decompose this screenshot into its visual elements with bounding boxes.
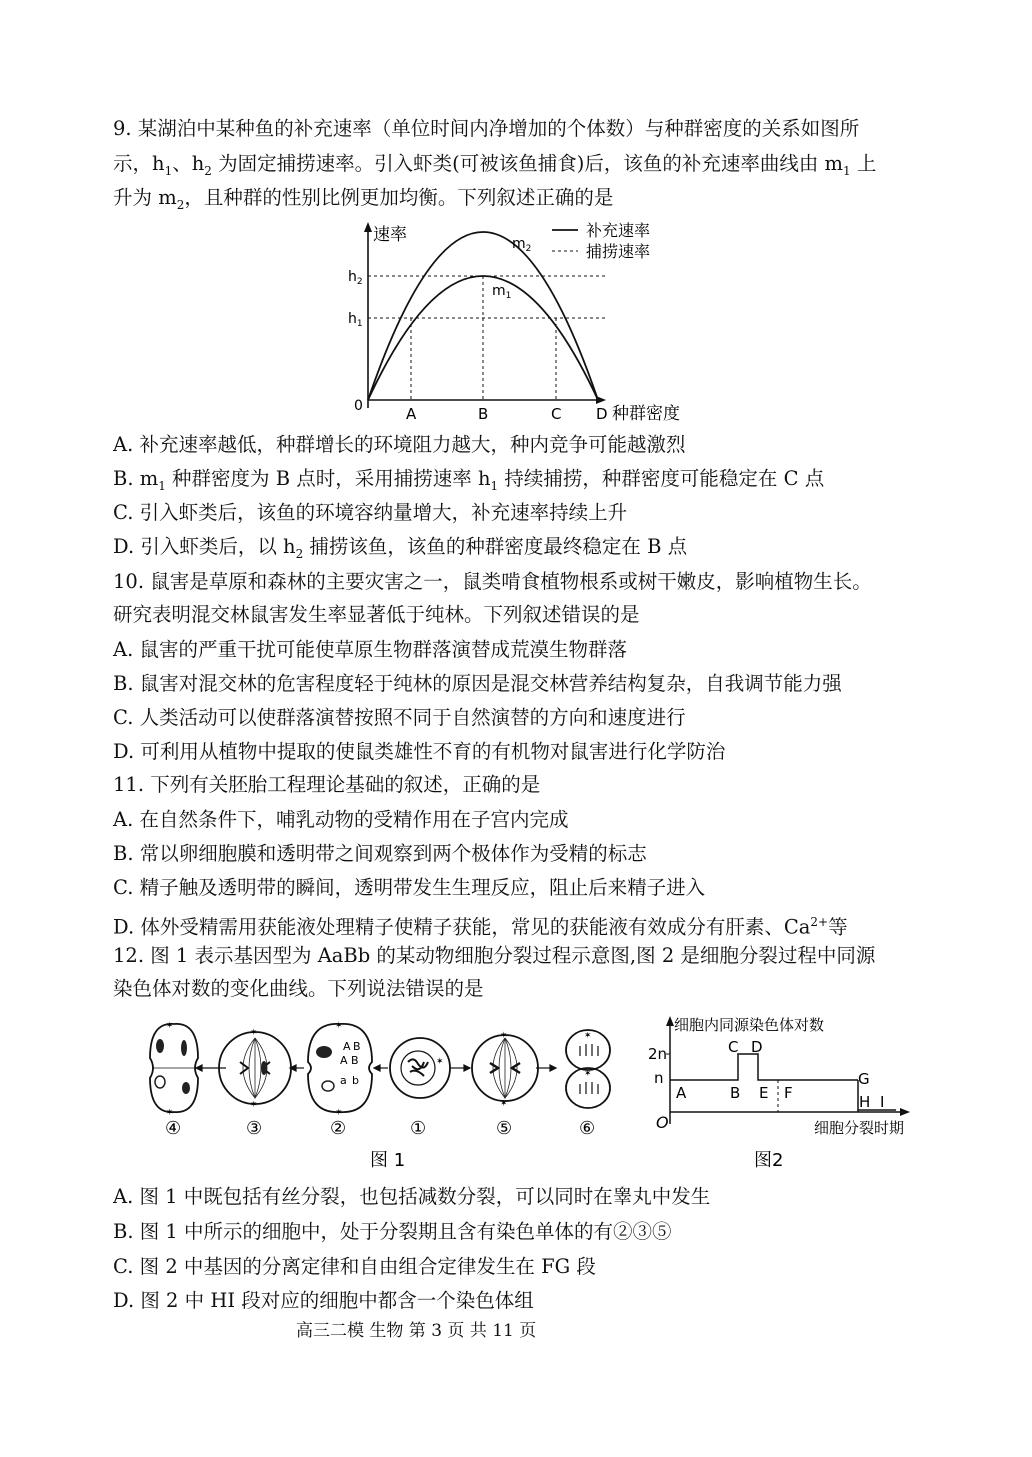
q9-stem-line2: 示，$h_1$、$h_2$ 为固定捕捞速率。引入虾类(可被该鱼捕食)后，该鱼的补充速率曲线由 $m_1$ 上 — [113, 152, 877, 178]
svg-text:✶: ✶ — [436, 1057, 444, 1067]
q12-stem-line2: 染色体对数的变化曲线。下列说法错误的是 — [113, 977, 484, 1000]
fig2-label-G: G — [858, 1070, 870, 1088]
cell-label-3: ③ — [246, 1118, 263, 1139]
q10-option-c: C. 人类活动可以使群落演替按照不同于自然演替的方向和速度进行 — [113, 706, 686, 729]
gene-B2: B — [351, 1054, 359, 1067]
gene-b: b — [352, 1074, 359, 1087]
q10-option-a: A. 鼠害的严重干扰可能使草原生物群落演替成荒漠生物群落 — [113, 638, 627, 661]
cell-4 — [150, 1021, 198, 1118]
fig2-label-B: B — [730, 1084, 741, 1102]
m1-label: $m_1$ — [492, 283, 512, 301]
q12-option-d: D. 图 2 中 HI 段对应的细胞中都含一个染色体组 — [113, 1289, 534, 1312]
gene-B: B — [353, 1040, 361, 1053]
x-tick-C: C — [551, 405, 562, 423]
q10-stem-line2: 研究表明混交林鼠害发生率显著低于纯林。下列叙述错误的是 — [113, 603, 640, 626]
svg-text:✶: ✶ — [250, 1028, 258, 1038]
fig2-label-F: F — [784, 1084, 793, 1102]
cell-label-5: ⑤ — [496, 1118, 513, 1139]
svg-text:✶: ✶ — [584, 1069, 592, 1079]
fig2-label-A: A — [676, 1084, 687, 1102]
cell-label-4: ④ — [165, 1118, 182, 1139]
fig2-label-H: H — [859, 1093, 871, 1111]
cell-1 — [390, 1038, 450, 1098]
figure2-caption: 图2 — [754, 1150, 784, 1171]
x-tick-A: A — [406, 405, 417, 423]
svg-text:✶: ✶ — [500, 1031, 508, 1041]
svg-text:✶: ✶ — [250, 1100, 258, 1110]
q12-figure1 — [140, 1018, 630, 1178]
cell-label-2: ② — [330, 1118, 347, 1139]
x-tick-B: B — [478, 405, 489, 423]
cell-label-1: ① — [410, 1118, 427, 1139]
q10-option-b: B. 鼠害对混交林的危害程度轻于纯林的原因是混交林营养结构复杂，自我调节能力强 — [113, 672, 842, 695]
q12-stem-line1: 12. 图 1 表示基因型为 AaBb 的某动物细胞分裂过程示意图,图 2 是细胞分裂过程中同源 — [113, 944, 876, 967]
q11-option-d: D. 体外受精需用获能液处理精子使精子获能，常见的获能液有效成分有肝素、$Ca^{2+}$等 — [113, 915, 848, 939]
figure1-caption: 图 1 — [370, 1150, 406, 1171]
q9-figure — [340, 218, 700, 428]
x-tick-D: D — [596, 405, 608, 423]
fig2-label-C: C — [728, 1038, 739, 1056]
svg-text:✶: ✶ — [335, 1108, 343, 1118]
q12-option-a: A. 图 1 中既包括有丝分裂，也包括减数分裂，可以同时在睾丸中发生 — [113, 1185, 711, 1208]
q10-option-d: D. 可利用从植物中提取的使鼠类雄性不育的有机物对鼠害进行化学防治 — [113, 740, 726, 763]
q12-option-c: C. 图 2 中基因的分离定律和自由组合定律发生在 FG 段 — [113, 1255, 596, 1278]
q9-option-a: A. 补充速率越低，种群增长的环境阻力越大，种内竞争可能越激烈 — [113, 433, 686, 456]
q9-option-c: C. 引入虾类后，该鱼的环境容纳量增大，补充速率持续上升 — [113, 501, 628, 524]
svg-text:✶: ✶ — [584, 1031, 592, 1041]
cell-5 — [472, 1031, 538, 1109]
q10-stem-line1: 10. 鼠害是草原和森林的主要灾害之一，鼠类啃食植物根系或树干嫩皮，影响植物生长。 — [113, 570, 872, 593]
h2-label: $h_2$ — [348, 269, 363, 287]
fig2-label-I: I — [880, 1093, 885, 1111]
q12-figure2 — [648, 1012, 928, 1178]
gene-A2: A — [340, 1054, 348, 1067]
svg-text:✶: ✶ — [335, 1021, 343, 1031]
h1-label: $h_1$ — [348, 311, 363, 329]
gene-a: a — [340, 1074, 347, 1087]
fig2-label-D: D — [751, 1038, 763, 1056]
cell-3 — [219, 1028, 291, 1110]
svg-text:✶: ✶ — [166, 1108, 174, 1118]
y-axis-label: 速率 — [373, 225, 407, 245]
fig2-origin: O — [656, 1113, 669, 1132]
fig2-y-n: n — [654, 1069, 664, 1087]
cell-6 — [566, 1030, 610, 1108]
q9-stem-line3: 升为 $m_2$，且种群的性别比例更加均衡。下列叙述正确的是 — [113, 186, 614, 212]
fig2-y-label: 细胞内同源染色体对数 — [674, 1016, 825, 1034]
svg-text:✶: ✶ — [166, 1021, 174, 1031]
fig2-label-E: E — [759, 1084, 769, 1102]
fig2-x-label: 细胞分裂时期 — [814, 1119, 905, 1137]
page-footer: 高三二模 生物 第 3 页 共 11 页 — [296, 1321, 537, 1341]
cell-label-6: ⑥ — [579, 1118, 596, 1139]
q11-stem: 11. 下列有关胚胎工程理论基础的叙述，正确的是 — [113, 773, 541, 796]
legend-solid: 补充速率 — [586, 221, 651, 240]
q11-option-b: B. 常以卵细胞膜和透明带之间观察到两个极体作为受精的标志 — [113, 842, 647, 865]
q11-option-c: C. 精子触及透明带的瞬间，透明带发生生理反应，阻止后来精子进入 — [113, 876, 706, 899]
svg-text:✶: ✶ — [500, 1099, 508, 1109]
q12-option-b: B. 图 1 中所示的细胞中，处于分裂期且含有染色单体的有②③⑤ — [113, 1220, 672, 1243]
m2-label: $m_2$ — [512, 236, 532, 254]
legend-dashed: 捕捞速率 — [586, 242, 651, 261]
q11-option-a: A. 在自然条件下，哺乳动物的受精作用在子宫内完成 — [113, 808, 569, 831]
q9-option-b: B. $m_1$ 种群密度为 B 点时，采用捕捞速率 $h_1$ 持续捕捞，种群密度可能稳定在 C 点 — [113, 467, 825, 493]
cell-2 — [308, 1021, 372, 1118]
q9-option-d: D. 引入虾类后，以 $h_2$ 捕捞该鱼，该鱼的种群密度最终稳定在 B 点 — [113, 535, 688, 561]
fig2-y-2n: 2n — [648, 1045, 668, 1063]
q9-stem-line1: 9. 某湖泊中某种鱼的补充速率（单位时间内净增加的个体数）与种群密度的关系如图所 — [113, 117, 860, 140]
origin-label: 0 — [354, 398, 363, 414]
x-axis-label: 种群密度 — [612, 404, 680, 424]
gene-A: A — [343, 1040, 351, 1053]
